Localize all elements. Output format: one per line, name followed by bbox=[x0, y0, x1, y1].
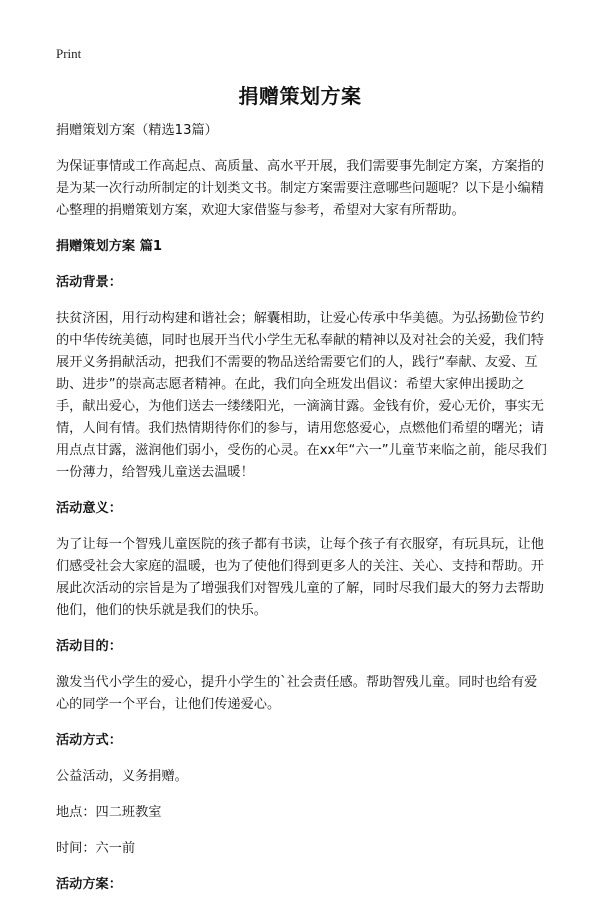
document-title: 捐赠策划方案 bbox=[238, 84, 362, 108]
purpose-heading: 活动目的： bbox=[56, 639, 122, 654]
print-link[interactable]: Print bbox=[56, 46, 82, 61]
method-heading: 活动方式： bbox=[56, 733, 122, 748]
location-text: 地点：四二班教室 bbox=[56, 805, 162, 820]
background-heading: 活动背景： bbox=[56, 275, 122, 290]
plan-heading: 活动方案： bbox=[56, 877, 122, 892]
document-subtitle: 捐赠策划方案（精选13篇） bbox=[56, 123, 218, 138]
background-paragraph: 扶贫济困，用行动构建和谐社会；解囊相助，让爱心传承中华美德。为弘扬勤俭节约的中华传统美德，同时也展开当代小学生无私奉献的精神以及对社会的关爱，我们特展开义务捐献活动，把我们不需要的物品送给需要它们的人，践行“奉献、友爱、互助、进步”的崇高志愿者精神。在此，我们向全班发出倡议：希望大家伸出援助之手，献出爱心，为他们送去一缕缕阳光，一滴滴甘露。金钱有价，爱心无价，事实无情，人间有情。我们热情期待你们的参与，请用您悠爱心，点燃他们希望的曙光；请用点点甘露，滋润他们弱小，受伤的心灵。在xx年“六一”儿童节来临之前，能尽我们一份薄力，给智残儿童送去温暖！ bbox=[56, 311, 547, 480]
significance-paragraph: 为了让每一个智残儿童医院的孩子都有书读，让每个孩子有衣服穿，有玩具玩，让他们感受社会大家庭的温暖，也为了使他们得到更多人的关注、关心、支持和帮助。开展此次活动的宗旨是为了增强我们对智残儿童的了解，同时尽我们最大的努力去帮助他们，他们的快乐就是我们的快乐。 bbox=[56, 537, 544, 618]
significance-heading: 活动意义： bbox=[56, 501, 122, 516]
purpose-paragraph: 激发当代小学生的爱心，提升小学生的`社会责任感。帮助智残儿童。同时也给有爱心的同学一个平台，让他们传递爱心。 bbox=[56, 675, 538, 712]
intro-paragraph: 为保证事情或工作高起点、高质量、高水平开展，我们需要事先制定方案，方案指的是为某一次行动所制定的计划类文书。制定方案需要注意哪些问题呢？以下是小编精心整理的捐赠策划方案，欢迎大家借鉴与参考，希望对大家有所帮助。 bbox=[56, 159, 544, 218]
time-text: 时间：六一前 bbox=[56, 841, 136, 856]
document-body bbox=[56, 120, 548, 910]
method-text: 公益活动，义务捐赠。 bbox=[56, 769, 188, 784]
chapter-heading: 捐赠策划方案 篇1 bbox=[56, 239, 163, 254]
